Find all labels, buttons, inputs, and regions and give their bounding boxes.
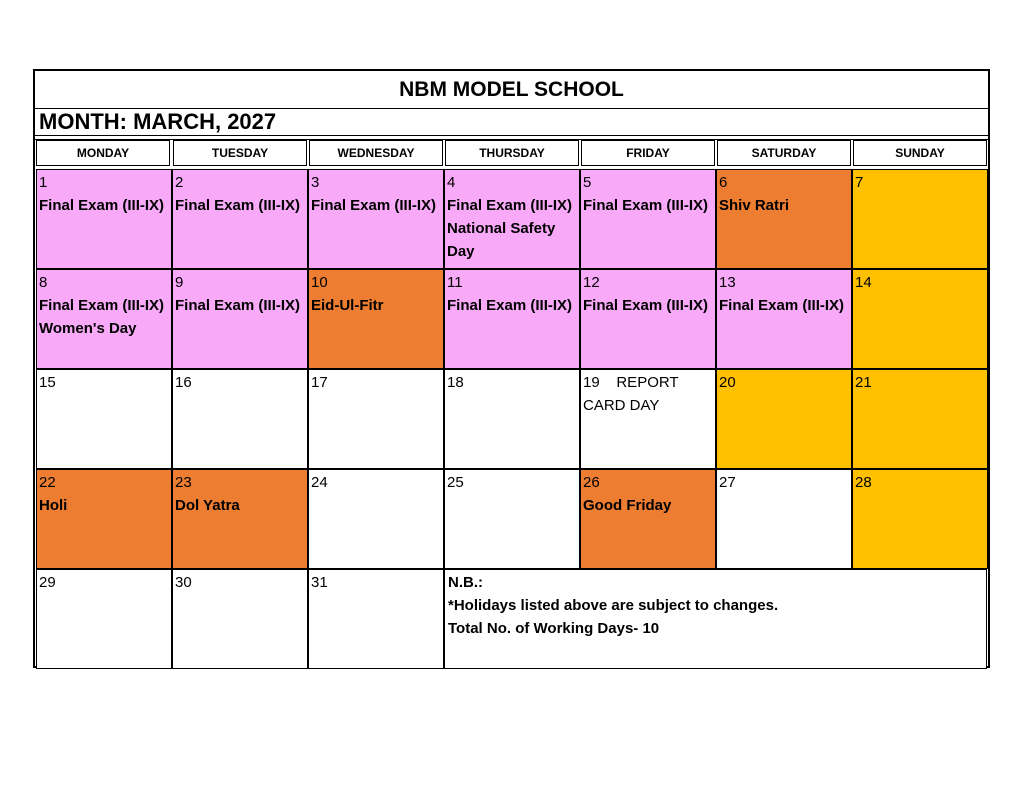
- day-number: 30: [175, 574, 192, 591]
- day-event: Final Exam (III-IX) Women's Day: [39, 297, 165, 337]
- day-cell: [580, 269, 716, 369]
- notes-cell: [444, 569, 987, 669]
- weekday-tuesday: TUESDAY: [173, 140, 307, 166]
- school-title: NBM MODEL SCHOOL: [35, 71, 988, 109]
- day-cell: [852, 169, 988, 269]
- day-cell: [444, 169, 580, 269]
- day-cell: [852, 469, 988, 569]
- day-event: Final Exam (III-IX): [583, 297, 709, 314]
- day-number: 9: [175, 274, 184, 291]
- weekday-saturday: SATURDAY: [717, 140, 851, 166]
- day-cell: [308, 469, 444, 569]
- day-number: 18: [447, 374, 464, 391]
- day-cell: [444, 369, 580, 469]
- day-event: Final Exam (III-IX): [583, 197, 709, 214]
- day-cell: [580, 369, 716, 469]
- day-number: 29: [39, 574, 56, 591]
- day-number: 6: [719, 174, 728, 191]
- day-cell: [716, 269, 852, 369]
- day-number: 13: [719, 274, 736, 291]
- weekday-sunday: SUNDAY: [853, 140, 987, 166]
- day-event: Final Exam (III-IX): [311, 197, 437, 214]
- day-cell: [852, 369, 988, 469]
- day-event: Final Exam (III-IX): [447, 297, 573, 314]
- day-event: Good Friday: [583, 497, 672, 514]
- day-event: Final Exam (III-IX): [175, 197, 301, 214]
- day-number: 1: [39, 174, 48, 191]
- day-number: 31: [311, 574, 328, 591]
- day-event: Dol Yatra: [175, 497, 240, 514]
- day-cell: [172, 369, 308, 469]
- day-cell: [308, 369, 444, 469]
- day-number: 2: [175, 174, 184, 191]
- day-number: 28: [855, 474, 872, 491]
- weekday-wednesday: WEDNESDAY: [309, 140, 443, 166]
- day-cell: [36, 369, 172, 469]
- day-number: 17: [311, 374, 328, 391]
- day-number: 4: [447, 174, 456, 191]
- day-event: Final Exam (III-IX): [39, 197, 165, 214]
- day-number: 25: [447, 474, 464, 491]
- day-event: Shiv Ratri: [719, 197, 790, 214]
- day-number: 23: [175, 474, 192, 491]
- day-cell: [172, 469, 308, 569]
- day-number: 10: [311, 274, 328, 291]
- day-number: 8: [39, 274, 48, 291]
- day-event: Eid-Ul-Fitr: [311, 297, 384, 314]
- day-number: 19 REPORT CARD DAY: [583, 374, 683, 414]
- day-cell: [444, 469, 580, 569]
- day-number: 11: [447, 274, 463, 291]
- day-number: 27: [719, 474, 736, 491]
- day-cell: [308, 569, 444, 669]
- day-number: 20: [719, 374, 736, 391]
- weekday-thursday: THURSDAY: [445, 140, 579, 166]
- day-cell: [308, 169, 444, 269]
- weekday-header: [35, 140, 988, 168]
- note-line1: *Holidays listed above are subject to changes.: [448, 597, 779, 614]
- day-event: Final Exam (III-IX) National Safety Day: [447, 197, 573, 260]
- day-cell: [716, 169, 852, 269]
- day-number: 26: [583, 474, 600, 491]
- day-event: Final Exam (III-IX): [175, 297, 301, 314]
- day-cell: [716, 369, 852, 469]
- day-number: 7: [855, 174, 864, 191]
- day-cell: [172, 269, 308, 369]
- day-number: 16: [175, 374, 192, 391]
- day-cell: [172, 569, 308, 669]
- day-event: Final Exam (III-IX): [719, 297, 845, 314]
- month-title: MONTH: MARCH, 2027: [35, 108, 988, 136]
- day-cell: [580, 169, 716, 269]
- day-cell: [36, 169, 172, 269]
- day-number: 14: [855, 274, 872, 291]
- day-number: 3: [311, 174, 320, 191]
- note-heading: N.B.:: [448, 574, 483, 591]
- day-cell: [36, 269, 172, 369]
- day-cell: [36, 569, 172, 669]
- day-number: 24: [311, 474, 328, 491]
- day-number: 5: [583, 174, 592, 191]
- calendar: [33, 69, 990, 668]
- day-number: 22: [39, 474, 56, 491]
- day-cell: [852, 269, 988, 369]
- day-cell: [36, 469, 172, 569]
- day-cell: [308, 269, 444, 369]
- day-number: 21: [855, 374, 872, 391]
- day-cell: [444, 269, 580, 369]
- day-number: 12: [583, 274, 600, 291]
- note-line2: Total No. of Working Days- 10: [448, 620, 660, 637]
- day-number: 15: [39, 374, 56, 391]
- day-cell: [580, 469, 716, 569]
- weekday-friday: FRIDAY: [581, 140, 715, 166]
- weekday-monday: MONDAY: [36, 140, 170, 166]
- day-cell: [172, 169, 308, 269]
- day-event: Holi: [39, 497, 68, 514]
- day-cell: [716, 469, 852, 569]
